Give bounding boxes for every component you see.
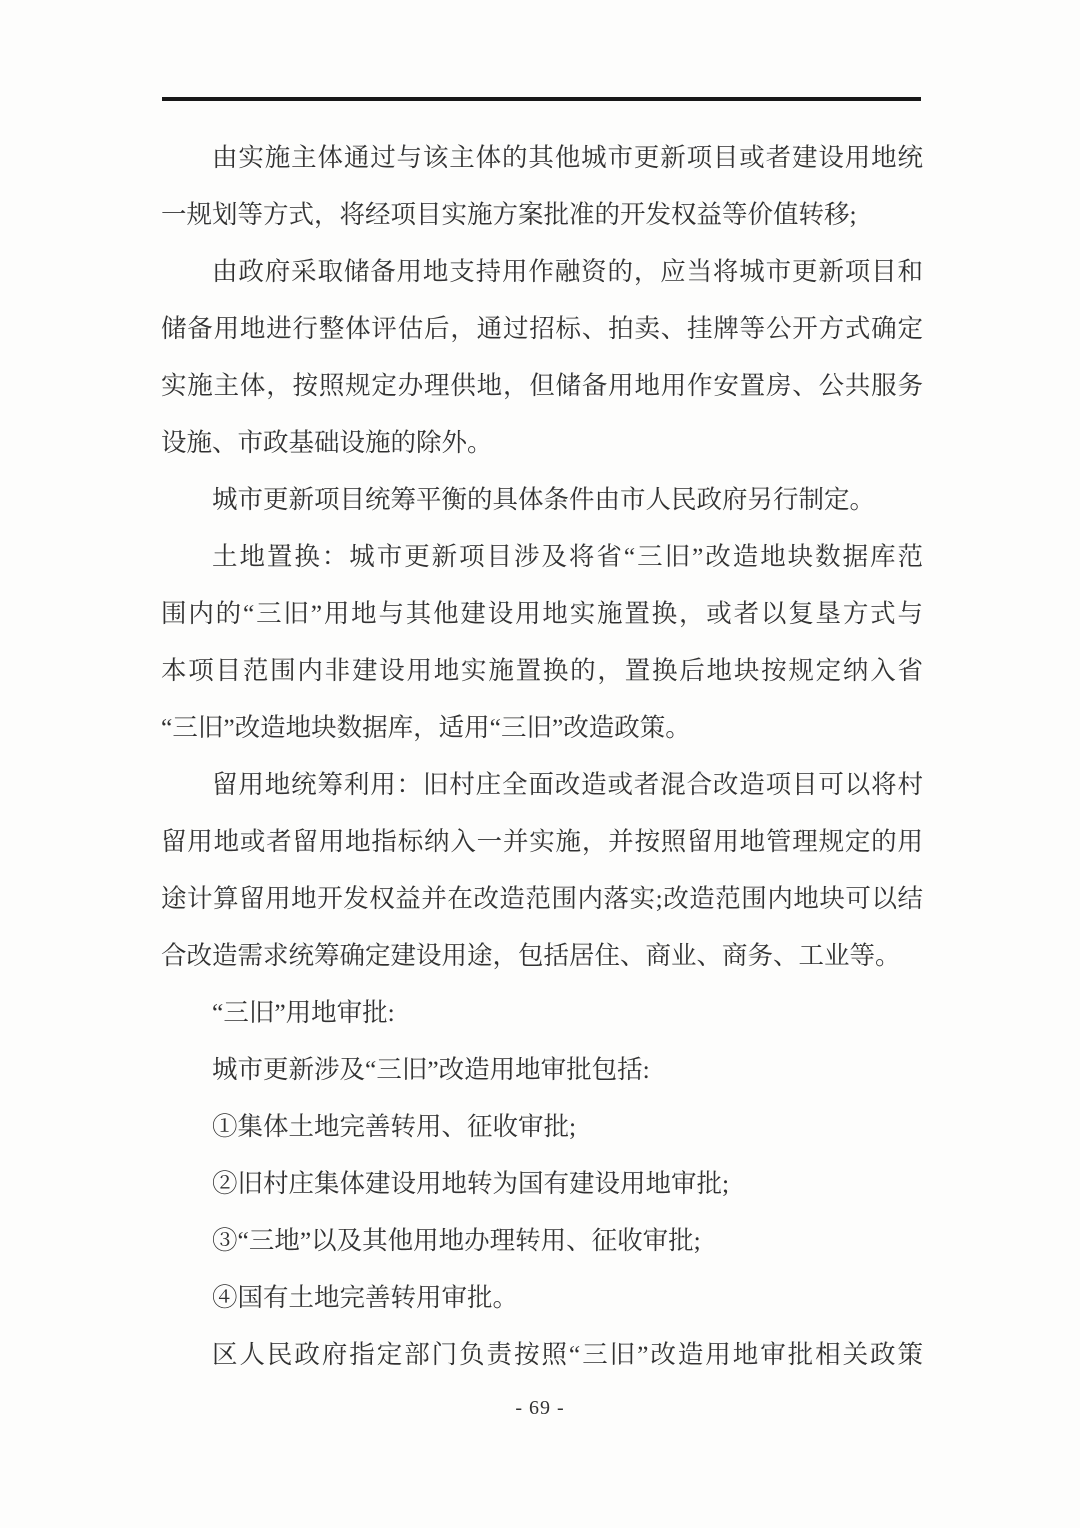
text-line: “三旧”用地审批: <box>212 998 395 1027</box>
paragraph <box>161 1098 923 1155</box>
text-line: 途计算留用地开发权益并在改造范围内落实;改造范围内地块可以结 <box>161 884 923 913</box>
text-line: 设施、市政基础设施的除外。 <box>161 428 493 457</box>
paragraph <box>161 528 923 756</box>
paragraph <box>161 129 923 243</box>
text-line: ①集体土地完善转用、征收审批; <box>212 1112 577 1141</box>
text-line: 城市更新项目统筹平衡的具体条件由市人民政府另行制定。 <box>212 485 876 514</box>
text-line: ④国有土地完善转用审批。 <box>212 1283 519 1312</box>
text-line: 由政府采取储备用地支持用作融资的，应当将城市更新项目和 <box>212 257 923 286</box>
header-rule <box>162 97 921 101</box>
text-line: 留用地统筹利用：旧村庄全面改造或者混合改造项目可以将村 <box>212 770 923 799</box>
paragraph <box>161 1326 923 1383</box>
text-line: 围内的“三旧”用地与其他建设用地实施置换，或者以复垦方式与 <box>161 599 923 628</box>
text-line: 由实施主体通过与该主体的其他城市更新项目或者建设用地统 <box>212 143 923 172</box>
paragraph <box>161 1155 923 1212</box>
page-number: - 69 - <box>515 1397 565 1419</box>
paragraph <box>161 756 923 984</box>
paragraph <box>161 471 923 528</box>
text-line: 本项目范围内非建设用地实施置换的，置换后地块按规定纳入省 <box>161 656 923 685</box>
text-line: 留用地或者留用地指标纳入一并实施，并按照留用地管理规定的用 <box>161 827 923 856</box>
paragraph <box>161 984 923 1041</box>
text-line: 储备用地进行整体评估后，通过招标、拍卖、挂牌等公开方式确定 <box>161 314 923 343</box>
text-line: 合改造需求统筹确定建设用途，包括居住、商业、商务、工业等。 <box>161 941 901 970</box>
document-body <box>161 129 923 1383</box>
text-line: 区人民政府指定部门负责按照“三旧”改造用地审批相关政策 <box>212 1340 923 1369</box>
paragraph <box>161 1212 923 1269</box>
text-line: 土地置换：城市更新项目涉及将省“三旧”改造地块数据库范 <box>212 542 923 571</box>
text-line: ②旧村庄集体建设用地转为国有建设用地审批; <box>212 1169 730 1198</box>
text-line: 城市更新涉及“三旧”改造用地审批包括: <box>212 1055 650 1084</box>
text-line: 实施主体，按照规定办理供地，但储备用地用作安置房、公共服务 <box>161 371 923 400</box>
paragraph <box>161 1269 923 1326</box>
text-line: 一规划等方式，将经项目实施方案批准的开发权益等价值转移; <box>161 200 857 229</box>
paragraph <box>161 1041 923 1098</box>
text-line: “三旧”改造地块数据库，适用“三旧”改造政策。 <box>161 713 691 742</box>
text-line: ③“三地”以及其他用地办理转用、征收审批; <box>212 1226 701 1255</box>
paragraph <box>161 243 923 471</box>
